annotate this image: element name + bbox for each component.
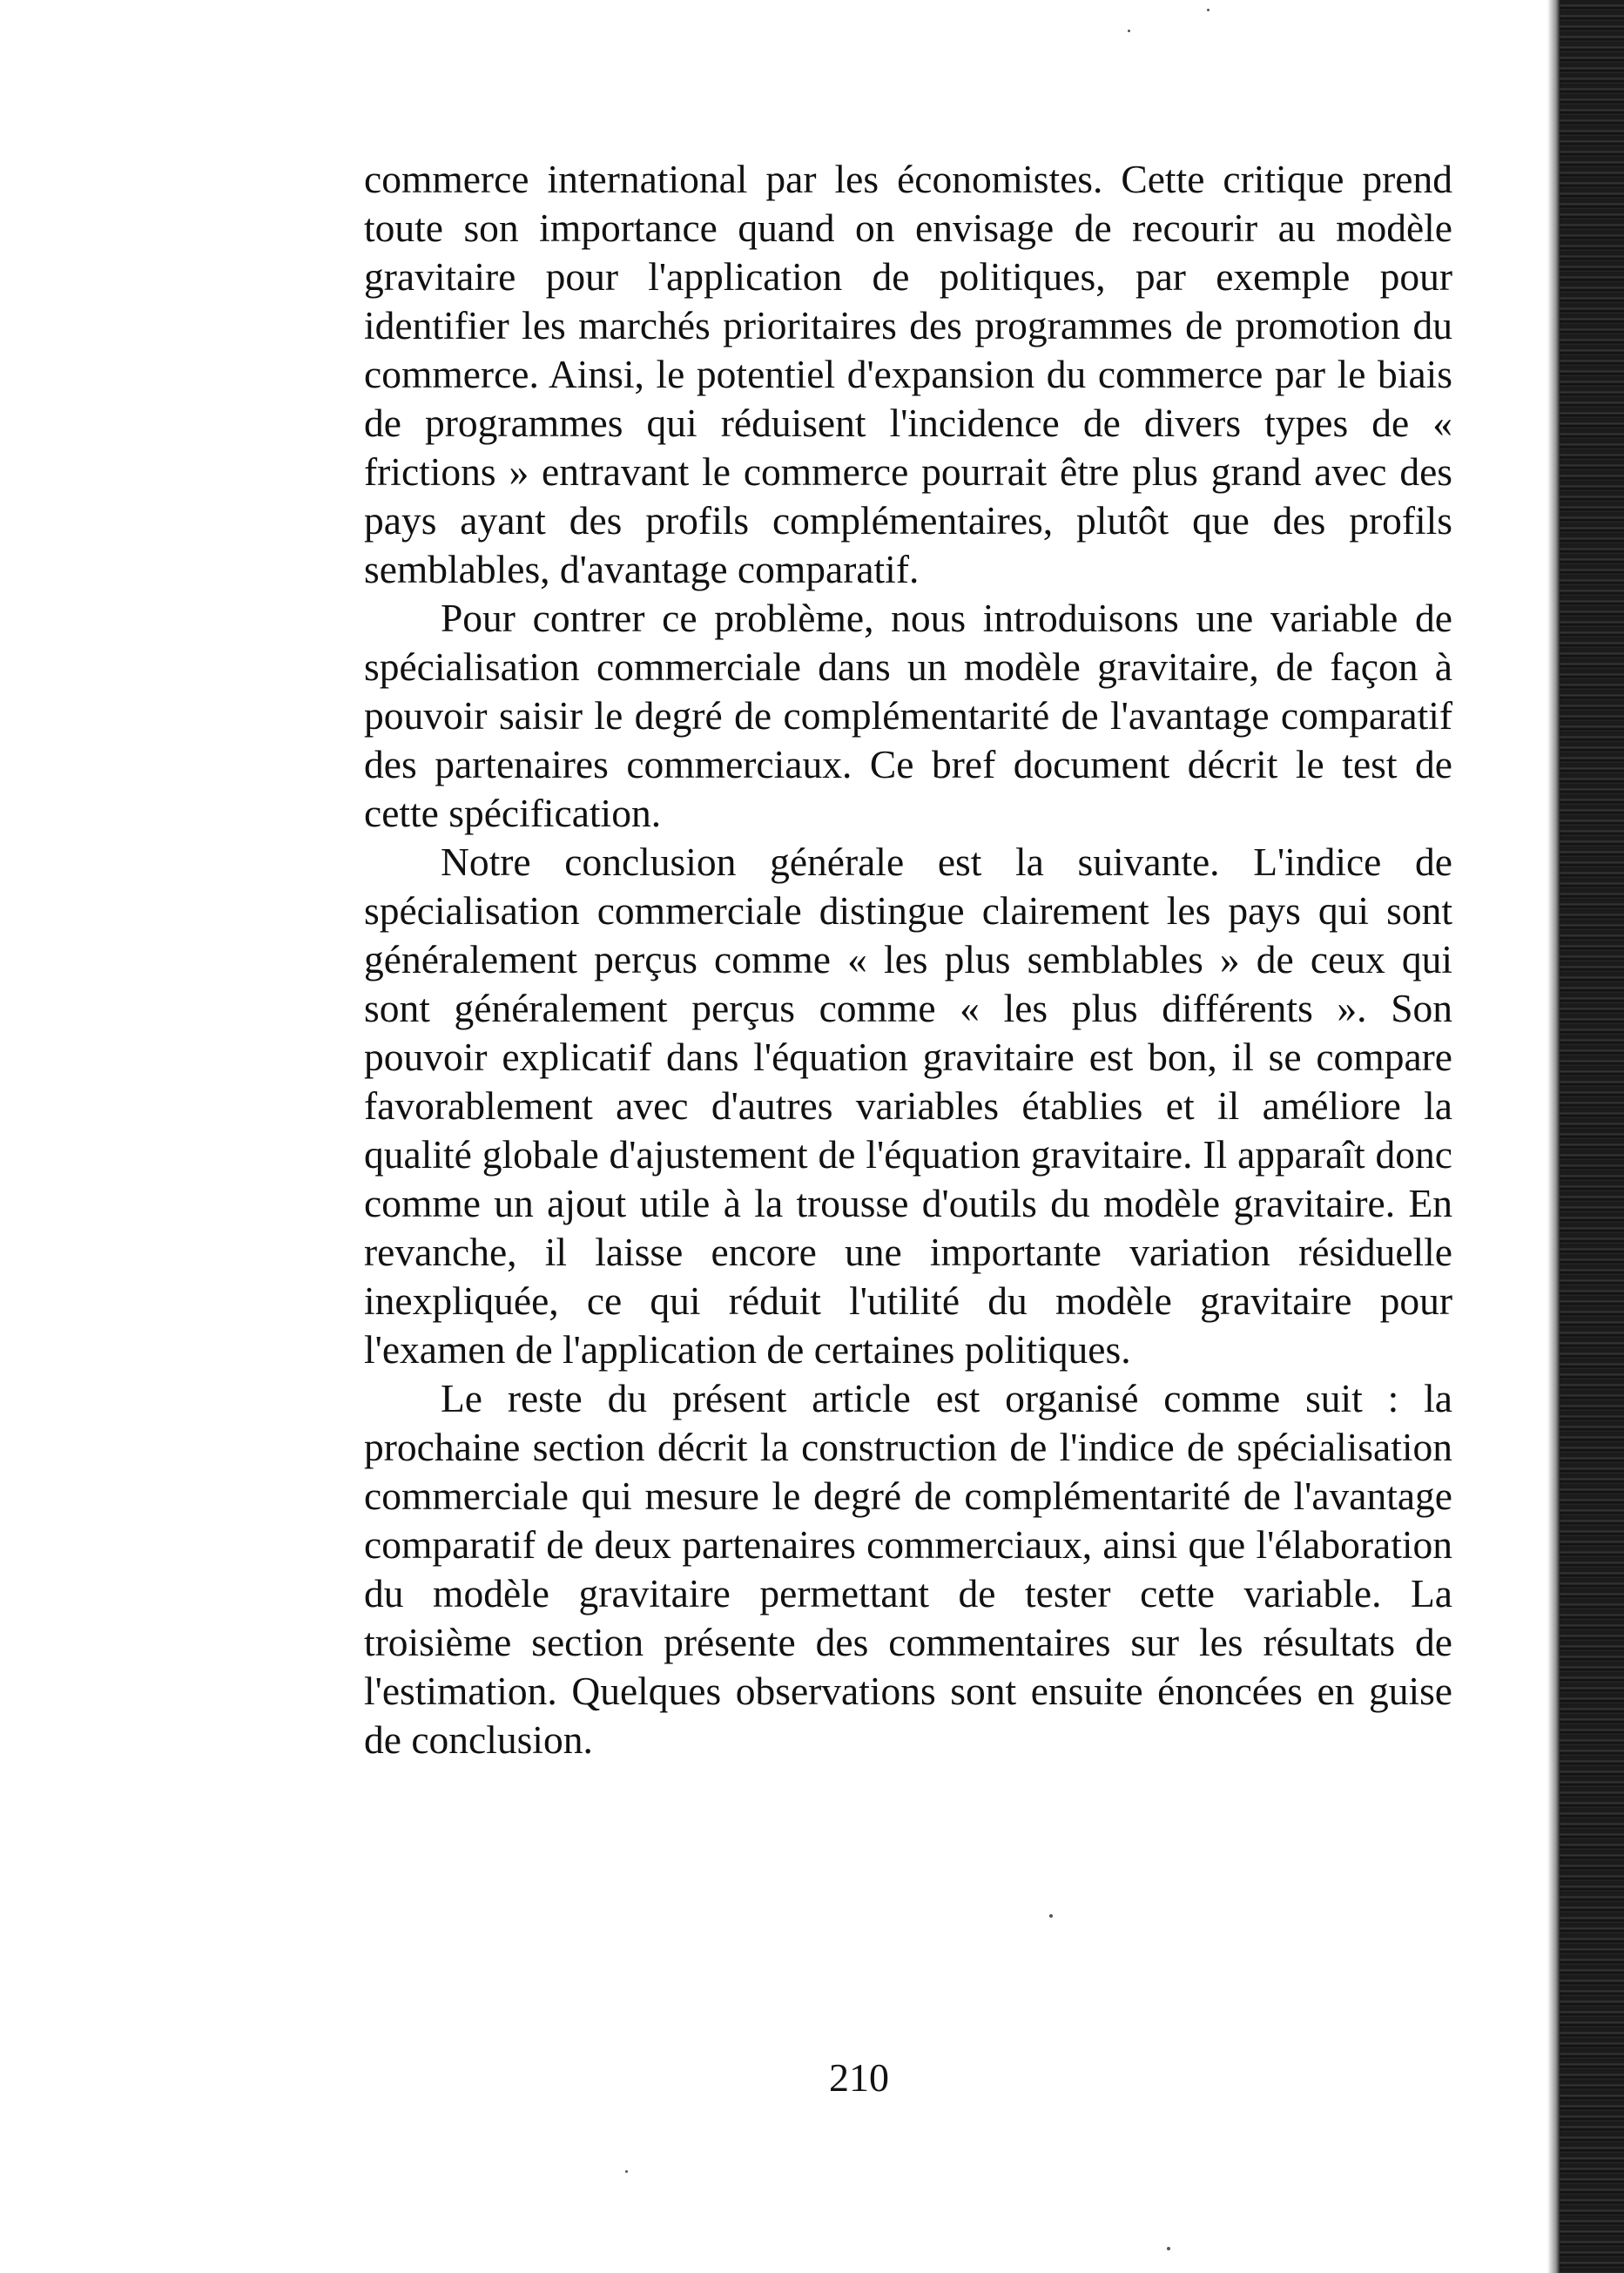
body-text (364, 155, 1452, 1764)
paragraph-general-conclusion: Notre conclusion générale est la suivante. L'indice de spécialisation commerciale distingue clairement les pays qui sont généralement perçus comme « les plus semblables » de ceux qui sont généralement perçus comme « les plus différents ». Son pouvoir explicatif dans l'équation gravitaire est bon, il se compare favorablement avec d'autres variables établies et il améliore la qualité globale d'ajustement de l'équation gravitaire. Il apparaît donc comme un ajout utile à la trousse d'outils du modèle gravitaire. En revanche, il laisse encore une importante variation résiduelle inexpliquée, ce qui réduit l'utilité du modèle gravitaire pour l'examen de l'application de certaines politiques. (364, 840, 1452, 1372)
paragraph-continued: commerce international par les économistes. Cette critique prend toute son importance quand on envisage de recourir au modèle gravitaire pour l'application de politiques, par exemple pour identifier les marchés prioritaires des programmes de promotion du commerce. Ainsi, le potentiel d'expansion du commerce par le biais de programmes qui réduisent l'incidence de divers types de « frictions » entravant le commerce pourrait être plus grand avec des pays ayant des profils complémentaires, plutôt que des profils semblables, d'avantage comparatif. (364, 157, 1452, 591)
paragraph-problem-statement: Pour contrer ce problème, nous introduisons une variable de spécialisation commerciale dans un modèle gravitaire, de façon à pouvoir saisir le degré de complémentarité de l'avantage comparatif des partenaires commerciaux. Ce bref document décrit le test de cette spécification. (364, 596, 1452, 835)
scan-speck (1207, 9, 1210, 11)
paragraph-article-outline: Le reste du présent article est organisé comme suit : la prochaine section décrit la construction de l'indice de spécialisation commerciale qui mesure le degré de complémentarité de l'avantage comparatif de deux partenaires commerciaux, ainsi que l'élaboration du modèle gravitaire permettant de tester cette variable. La troisième section présente des commentaires sur les résultats de l'estimation. Quelques observations sont ensuite énoncées en guise de conclusion. (364, 1376, 1452, 1762)
scan-speck (1167, 2247, 1170, 2250)
scan-speck (1049, 1914, 1053, 1918)
binding-edge (1560, 0, 1624, 2273)
scan-speck (1128, 30, 1130, 32)
binding-shadow (1547, 0, 1560, 2273)
page-number: 210 (829, 2055, 889, 2100)
scan-speck (625, 2170, 628, 2173)
